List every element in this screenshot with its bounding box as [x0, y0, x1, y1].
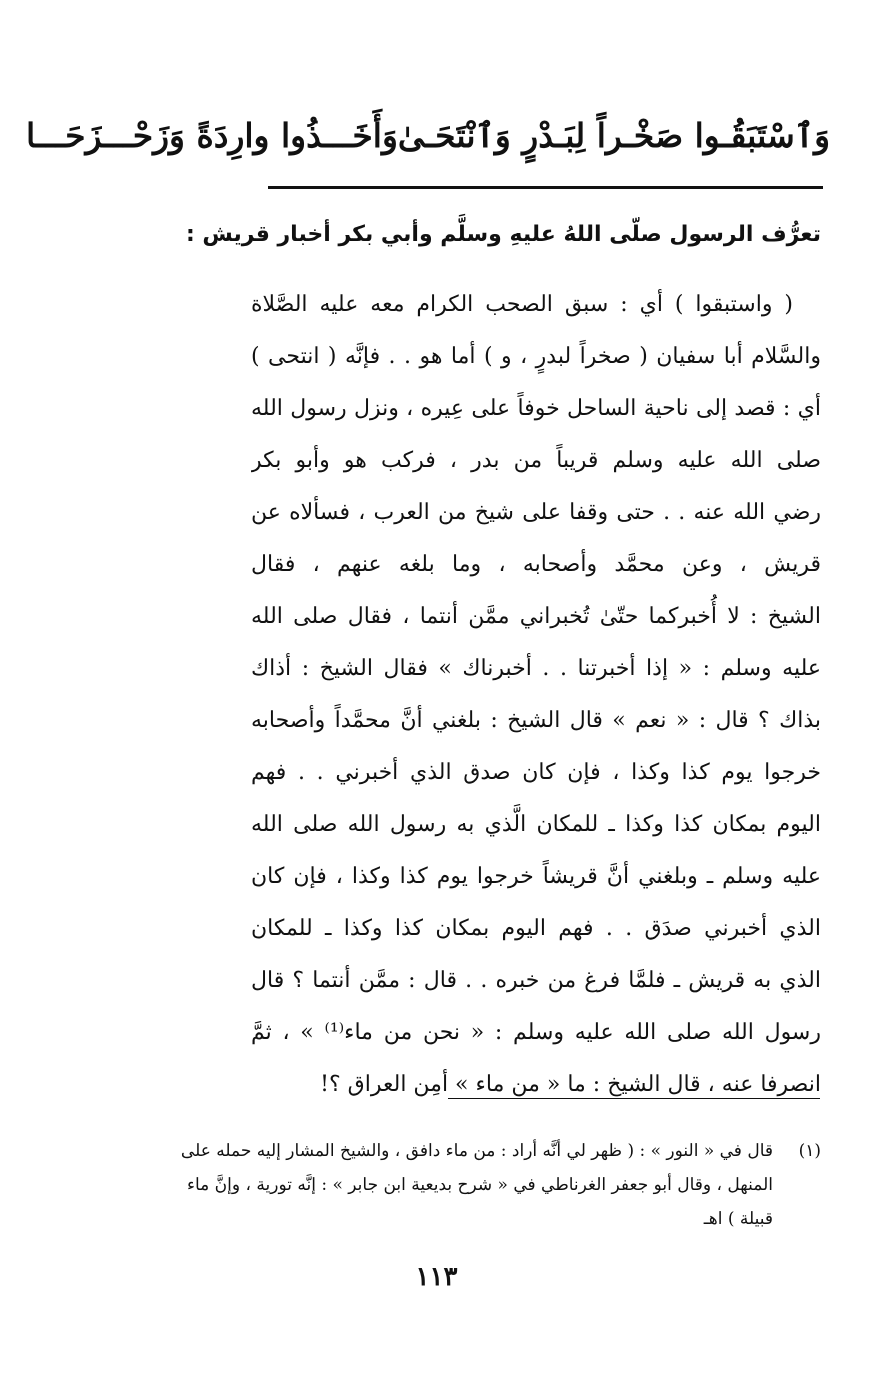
footnote-marker: (١)	[798, 1141, 821, 1161]
footnote	[61, 1134, 821, 1236]
section-heading: تعرُّف الرسول صلّى اللهُ عليهِ وسلَّم وأبي بكر أخبار قريش :	[185, 222, 821, 247]
body-line: أي : قصد إلى ناحية الساحل خوفاً على عِيره ، ونزل رسول الله	[251, 396, 821, 421]
footnote-divider	[448, 1098, 820, 1099]
body-line: ( واستبقوا ) أي : سبق الصحب الكرام معه عليه الصَّلاة	[251, 292, 793, 317]
body-line: الذي به قريش ـ فلمَّا فرغ من خبره . . قال : ممَّن أنتما ؟ قال	[251, 968, 821, 993]
body-line: صلى الله عليه وسلم قريباً من بدر ، فركب هو وأبو بكر	[251, 448, 821, 473]
body-line: والسَّلام أبا سفيان ( صخراً لبدرٍ ، و ) أما هو . . فإنَّه ( انتحى )	[251, 344, 821, 369]
verse-left-hemistich: وَأَخَـــذُوا وارِدَةً وَزَحْـــزَحَـــا	[26, 115, 398, 155]
footnote-line: قال في « النور » : ( ظهر لي أنَّه أراد : من ماء دافق ، والشيخ المشار إليه حمله على	[180, 1141, 773, 1161]
verse-right-hemistich: وَٱسْتَبَقُـوا صَخْـراً لِبَـدْرٍ وَٱنْتَحَـىٰ	[397, 115, 830, 155]
body-line: قريش ، وعن محمَّد وأصحابه ، وما بلغه عنهم ، فقال	[251, 552, 821, 577]
poem-verse	[26, 105, 830, 165]
commentary-text	[251, 279, 821, 1111]
body-line: الشيخ : لا أُخبركما حتّىٰ تُخبراني ممَّن أنتما ، فقال صلى الله	[251, 604, 821, 629]
footnote-line: قبيلة ) اهـ	[703, 1209, 773, 1229]
body-line: بذاك ؟ قال : « نعم » قال الشيخ : بلغني أنَّ محمَّداً وأصحابه	[251, 708, 821, 733]
body-line: انصرفا عنه ، قال الشيخ : ما « من ماء » أمِن العراق ؟!	[320, 1072, 821, 1097]
body-line: اليوم بمكان كذا وكذا ـ للمكان الَّذي به رسول الله صلى الله	[251, 812, 821, 837]
page-number: ١١٣	[415, 1262, 458, 1292]
body-line: خرجوا يوم كذا وكذا ، فإن كان صدق الذي أخبرني . . فهم	[251, 760, 821, 785]
body-line: رسول الله صلى الله عليه وسلم : « نحن من ماء⁽¹⁾ » ، ثمَّ	[251, 1020, 821, 1045]
body-line: الذي أخبرني صدَق . . فهم اليوم بمكان كذا وكذا ـ للمكان	[251, 916, 821, 941]
body-line: رضي الله عنه . . حتى وقفا على شيخ من العرب ، فسألاه عن	[251, 500, 821, 525]
footnote-line: المنهل ، وقال أبو جعفر الغرناطي في « شرح بديعية ابن جابر » : إنَّه تورية ، وإنَّ ماء	[187, 1175, 773, 1195]
body-line: عليه وسلم ـ وبلغني أنَّ قريشاً خرجوا يوم كذا وكذا ، فإن كان	[251, 864, 821, 889]
header-divider	[268, 186, 823, 189]
body-line: عليه وسلم : « إذا أخبرتنا . . أخبرناك » فقال الشيخ : أذاك	[251, 656, 821, 681]
